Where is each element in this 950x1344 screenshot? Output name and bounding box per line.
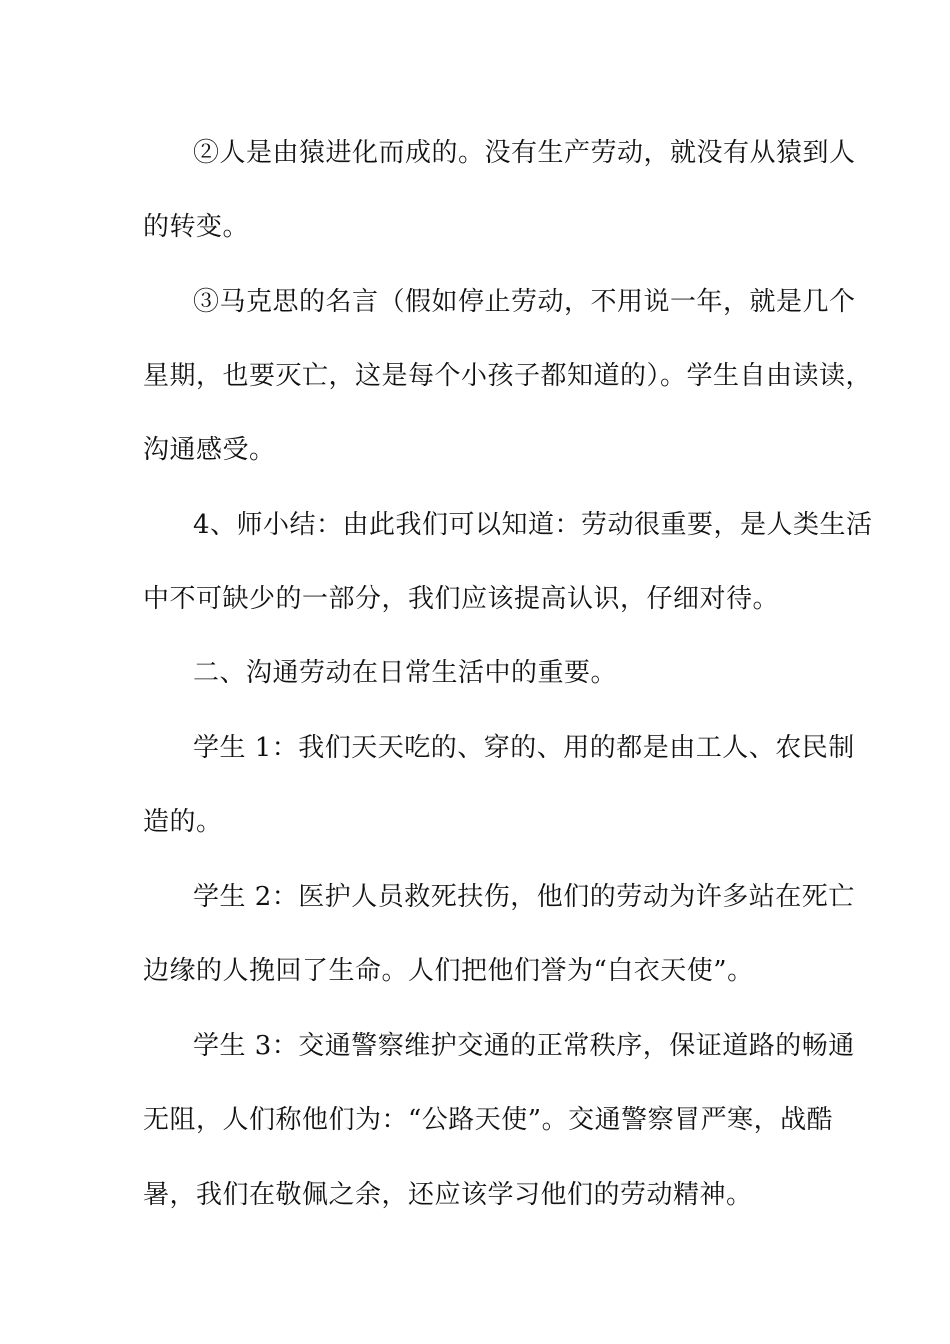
text-line: 暑，我们在敬佩之余，还应该学习他们的劳动精神。: [143, 1180, 753, 1210]
text-line: 学生 3：交通警察维护交通的正常秩序，保证道路的畅通: [193, 1031, 855, 1061]
text-line: 中不可缺少的一部分，我们应该提高认识，仔细对待。: [143, 584, 780, 614]
text-line: 的转变。: [143, 212, 250, 242]
text-line: 4、师小结：由此我们可以知道：劳动很重要，是人类生活: [193, 510, 873, 540]
text-line: 二、沟通劳动在日常生活中的重要。: [193, 658, 618, 688]
text-line: ③马克思的名言（假如停止劳动，不用说一年，就是几个: [193, 287, 856, 317]
text-line: 造的。: [143, 807, 223, 837]
text-line: 边缘的人挽回了生命。人们把他们誉为“白衣天使”。: [143, 956, 754, 986]
text-line: ②人是由猿进化而成的。没有生产劳动，就没有从猿到人: [193, 138, 856, 168]
text-line: 学生 1：我们天天吃的、穿的、用的都是由工人、农民制: [193, 733, 855, 763]
text-line: 无阻，人们称他们为：“公路天使”。交通警察冒严寒，战酷: [143, 1105, 834, 1135]
text-line: 沟通感受。: [143, 435, 276, 465]
text-line: 星期，也要灭亡，这是每个小孩子都知道的）。学生自由读读，: [143, 361, 873, 391]
text-line: 学生 2：医护人员救死扶伤，他们的劳动为许多站在死亡: [193, 882, 855, 912]
